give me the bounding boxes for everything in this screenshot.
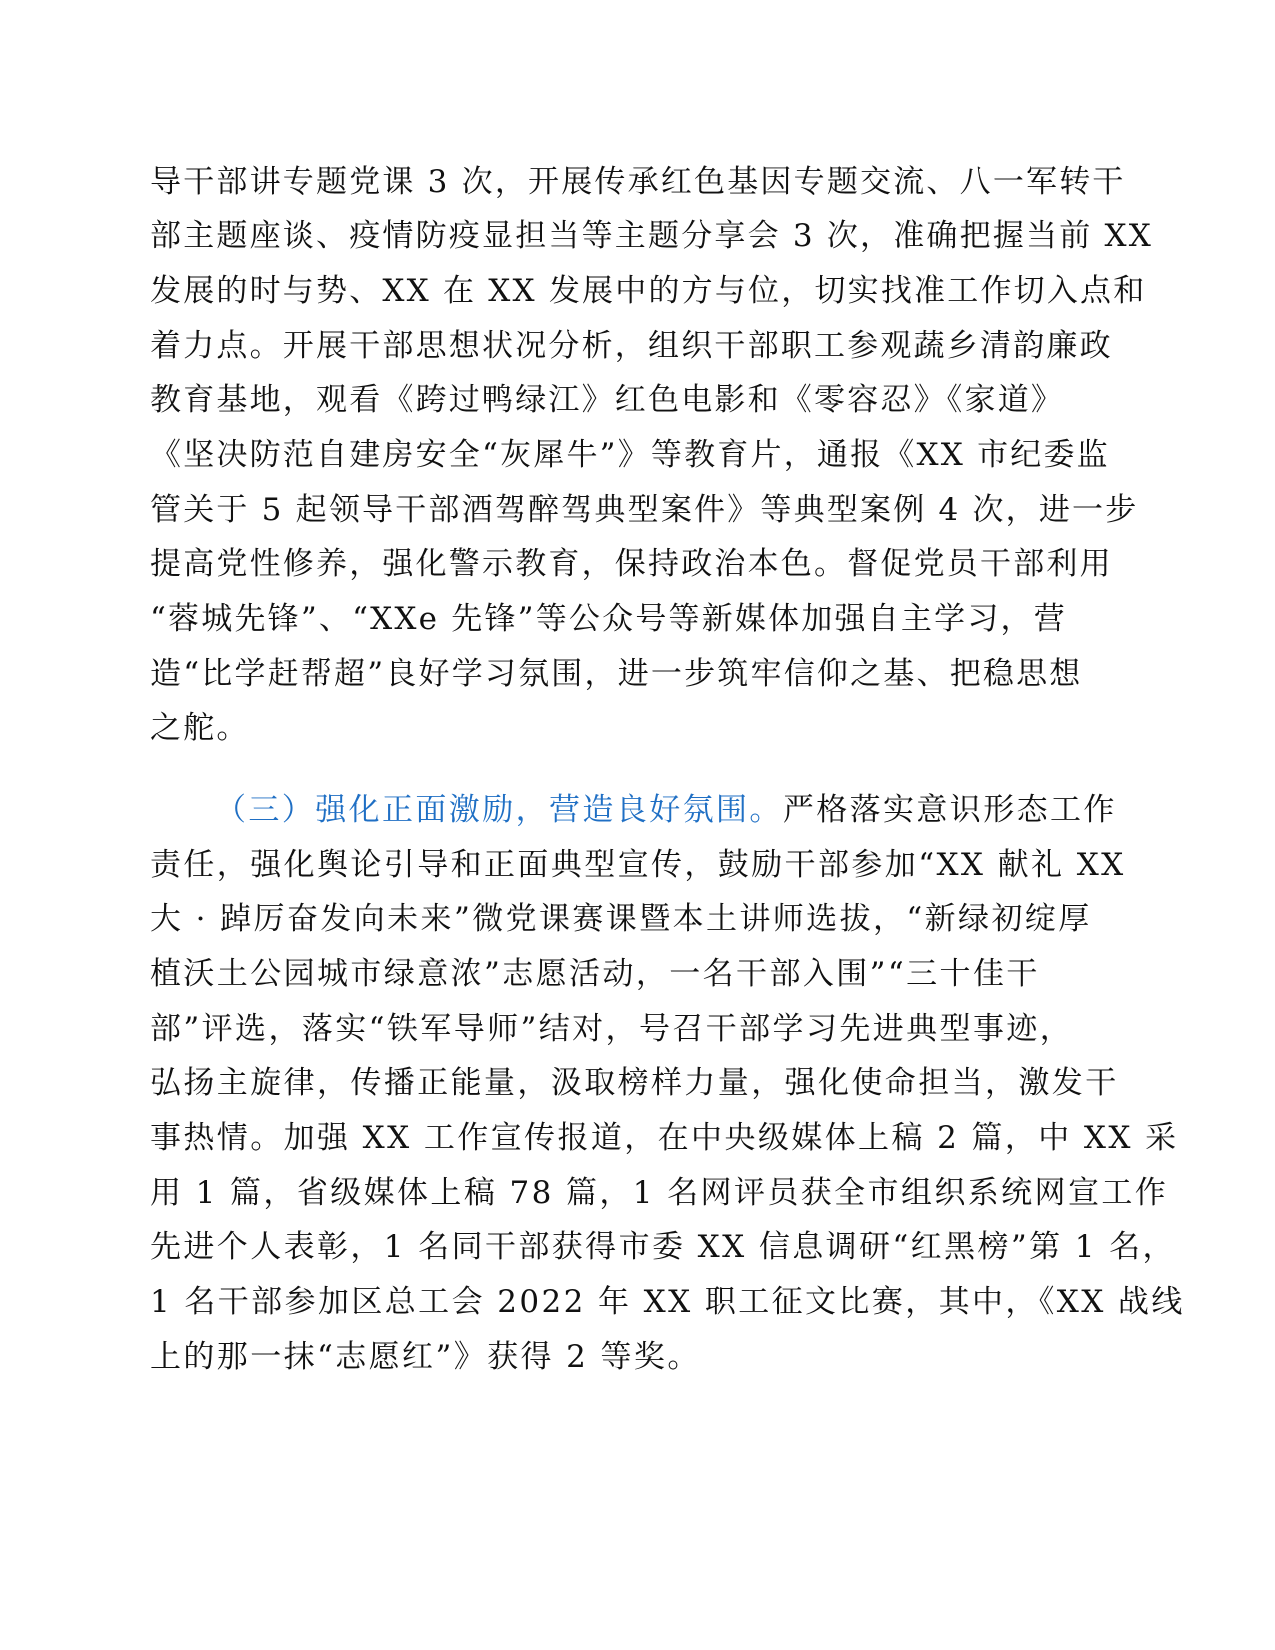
paragraph-line: 弘扬主旋律，传播正能量，汲取榜样力量，强化使命担当，激发干 <box>150 1065 1119 1101</box>
paragraph-line: 造“比学赶帮超”良好学习氛围，进一步筑牢信仰之基、把稳思想 <box>150 656 1083 692</box>
paragraph-line: 用 1 篇，省级媒体上稿 78 篇，1 名网评员获全市组织系统网宣工作 <box>150 1175 1169 1211</box>
paragraph-line: 大 · 踔厉奋发向未来”微党课赛课暨本土讲师选拔，“新绿初绽厚 <box>150 901 1092 937</box>
paragraph-line: 着力点。开展干部思想状况分析，组织干部职工参观蔬乡清韵廉政 <box>150 328 1113 364</box>
paragraph-line: 部主题座谈、疫情防疫显担当等主题分享会 3 次，准确把握当前 XX <box>150 218 1154 254</box>
paragraph-line: 发展的时与势、XX 在 XX 发展中的方与位，切实找准工作切入点和 <box>150 273 1147 309</box>
paragraph-line: 《坚决防范自建房安全“灰犀牛”》等教育片，通报《XX 市纪委监 <box>150 437 1110 473</box>
paragraph-line: 部”评选，落实“铁军导师”结对，号召干部学习先进典型事迹， <box>150 1011 1074 1047</box>
paragraph-line: 导干部讲专题党课 3 次，开展传承红色基因专题交流、八一军转干 <box>150 164 1126 200</box>
paragraph-line-rest: 严格落实意识形态工作 <box>782 792 1117 828</box>
section-heading: （三）强化正面激励，营造良好氛围。 <box>215 792 783 828</box>
paragraph-line: 1 名干部参加区总工会 2022 年 XX 职工征文比赛，其中，《XX 战线 <box>150 1284 1185 1320</box>
paragraph-line: 提高党性修养，强化警示教育，保持政治本色。督促党员干部利用 <box>150 546 1113 582</box>
paragraph-line: 之舵。 <box>150 710 250 746</box>
paragraph-line: 管关于 5 起领导干部酒驾醉驾典型案件》等典型案例 4 次，进一步 <box>150 492 1139 528</box>
paragraph-line: 上的那一抹“志愿红”》获得 2 等奖。 <box>150 1339 701 1375</box>
paragraph-line: 事热情。加强 XX 工作宣传报道，在中央级媒体上稿 2 篇，中 XX 采 <box>150 1120 1179 1156</box>
paragraph-line: 先进个人表彰，1 名同干部获得市委 XX 信息调研“红黑榜”第 1 名， <box>150 1229 1176 1265</box>
paragraph-line: “蓉城先锋”、“XXe 先锋”等公众号等新媒体加强自主学习，营 <box>150 601 1067 637</box>
paragraph-first-line <box>215 790 1117 830</box>
paragraph-line: 教育基地，观看《跨过鸭绿江》红色电影和《零容忍》《家道》 <box>150 382 1065 418</box>
paragraph-line: 植沃土公园城市绿意浓”志愿活动，一名干部入围”“三十佳干 <box>150 956 1040 992</box>
paragraph-line: 责任，强化舆论引导和正面典型宣传，鼓励干部参加“XX 献礼 XX <box>150 847 1126 883</box>
